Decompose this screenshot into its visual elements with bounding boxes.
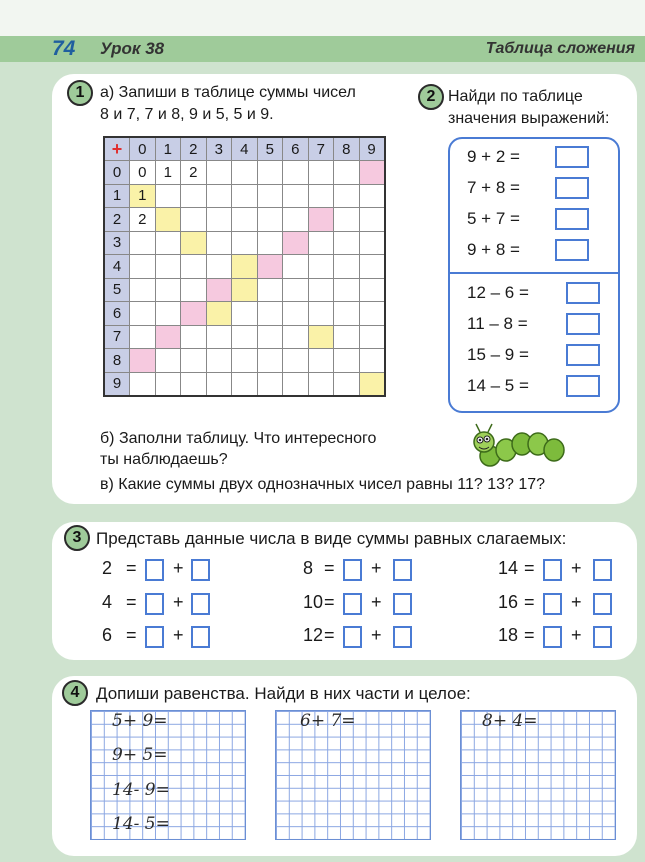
table-cell[interactable] (257, 325, 283, 349)
addition-table-row (104, 161, 385, 185)
table-col-header: 1 (155, 137, 181, 161)
addend-box[interactable] (343, 559, 362, 581)
expression-label: 15 – 9 = (467, 345, 529, 364)
addend-box[interactable] (543, 626, 562, 648)
addend-box[interactable] (393, 626, 412, 648)
target-number: 16 (498, 592, 519, 612)
plus-sign: + (371, 592, 382, 612)
addend-box[interactable] (343, 593, 362, 615)
table-cell[interactable] (359, 161, 385, 185)
table-cell[interactable] (283, 161, 309, 185)
addend-box[interactable] (191, 593, 210, 615)
task2-number-badge: 2 (418, 84, 444, 110)
table-cell[interactable] (206, 161, 232, 185)
lesson-title: Урок 38 (100, 39, 165, 58)
plus-sign: + (173, 558, 184, 578)
table-cell[interactable] (308, 372, 334, 396)
table-cell[interactable] (257, 372, 283, 396)
equals-sign: = (324, 625, 335, 645)
table-col-header: 9 (359, 137, 385, 161)
task1-b-line1: б) Заполни таблицу. Что интересного (100, 430, 377, 447)
equals-sign: = (524, 625, 535, 645)
equals-sign: = (524, 558, 535, 578)
table-cell[interactable] (334, 302, 360, 326)
table-cell[interactable] (206, 184, 232, 208)
task4-title: Допиши равенства. Найди в них части и целое: (96, 684, 471, 703)
plus-sign: + (571, 558, 582, 578)
table-cell[interactable] (283, 278, 309, 302)
addend-box[interactable] (543, 593, 562, 615)
table-cell[interactable] (283, 325, 309, 349)
table-cell[interactable] (130, 325, 156, 349)
topic-title: Таблица сложения (485, 40, 635, 57)
table-cell[interactable] (359, 278, 385, 302)
table-cell[interactable] (130, 278, 156, 302)
table-cell[interactable] (283, 208, 309, 232)
table-col-header: 2 (181, 137, 207, 161)
table-row-header: 2 (104, 208, 130, 232)
table-row-header: 9 (104, 372, 130, 396)
addend-box[interactable] (543, 559, 562, 581)
addition-table-row (104, 278, 385, 302)
table-cell[interactable] (257, 278, 283, 302)
table-cell[interactable] (359, 208, 385, 232)
table-cell[interactable] (308, 349, 334, 373)
task1-c-line: в) Какие суммы двух однозначных чисел равны 11? 13? 17? (100, 476, 546, 493)
table-cell[interactable] (334, 349, 360, 373)
table-cell[interactable] (334, 231, 360, 255)
table-cell[interactable] (130, 372, 156, 396)
table-col-header: 3 (206, 137, 232, 161)
target-number: 12 (303, 625, 324, 645)
table-cell[interactable] (334, 255, 360, 279)
table-cell[interactable] (334, 372, 360, 396)
table-cell[interactable] (308, 184, 334, 208)
expression-label: 9 + 8 = (467, 240, 520, 259)
expression-label: 14 – 5 = (467, 376, 529, 395)
table-cell[interactable] (283, 349, 309, 373)
equals-sign: = (324, 592, 335, 612)
table-cell[interactable] (155, 325, 181, 349)
addition-table-row (104, 372, 385, 396)
addition-table-row (104, 302, 385, 326)
addend-box[interactable] (393, 559, 412, 581)
handwritten-eq-4: 14- 5= (112, 814, 170, 834)
table-cell[interactable] (232, 255, 258, 279)
table-row-header: 5 (104, 278, 130, 302)
answer-box[interactable] (555, 177, 589, 199)
addition-table-row (104, 208, 385, 232)
equals-sign: = (324, 558, 335, 578)
table-cell[interactable] (257, 208, 283, 232)
table-cell[interactable] (283, 231, 309, 255)
addend-box[interactable] (145, 626, 164, 648)
addition-table-row (104, 349, 385, 373)
table-cell[interactable] (334, 325, 360, 349)
expression-label: 12 – 6 = (467, 283, 529, 302)
addition-table-row (104, 184, 385, 208)
addend-box[interactable] (593, 593, 612, 615)
task1-number-badge: 1 (67, 80, 93, 106)
expression-label: 7 + 8 = (467, 178, 520, 197)
plus-sign: + (371, 558, 382, 578)
table-cell[interactable] (283, 255, 309, 279)
addend-box[interactable] (593, 626, 612, 648)
equals-sign: = (126, 592, 137, 612)
table-cell[interactable] (232, 349, 258, 373)
handwritten-eq-5: 6+ 7= (300, 711, 356, 731)
handwritten-eq-6: 8+ 4= (482, 711, 538, 731)
task3-number-badge: 3 (64, 525, 90, 551)
answer-box[interactable] (555, 146, 589, 168)
table-row-header: 6 (104, 302, 130, 326)
table-cell[interactable] (257, 161, 283, 185)
table-cell[interactable] (155, 231, 181, 255)
equals-sign: = (126, 558, 137, 578)
table-cell[interactable] (155, 372, 181, 396)
table-cell[interactable] (181, 302, 207, 326)
table-col-header: 8 (334, 137, 360, 161)
table-col-header: 4 (232, 137, 258, 161)
table-cell[interactable] (155, 302, 181, 326)
handwritten-eq-3: 14- 9= (112, 780, 170, 800)
table-cell[interactable] (334, 278, 360, 302)
table-cell[interactable] (155, 349, 181, 373)
addition-table (103, 136, 386, 397)
table-cell[interactable] (232, 325, 258, 349)
table-row-header: 1 (104, 184, 130, 208)
plus-sign: + (173, 625, 184, 645)
caterpillar-illustration (470, 420, 570, 472)
table-cell[interactable] (155, 184, 181, 208)
target-number: 4 (102, 592, 113, 612)
table-row-header: 7 (104, 325, 130, 349)
table-cell[interactable] (181, 208, 207, 232)
table-col-header: 6 (283, 137, 309, 161)
table-cell[interactable] (308, 278, 334, 302)
answer-box[interactable] (566, 282, 600, 304)
addition-table-row (104, 137, 385, 161)
plus-sign: + (571, 592, 582, 612)
table-cell[interactable]: 1 (130, 184, 156, 208)
task4-number-badge: 4 (62, 680, 88, 706)
table-cell[interactable] (308, 161, 334, 185)
table-cell[interactable] (257, 184, 283, 208)
table-row-header: 4 (104, 255, 130, 279)
table-cell[interactable] (308, 231, 334, 255)
answer-box[interactable] (555, 239, 589, 261)
table-cell[interactable] (206, 302, 232, 326)
table-col-header: 0 (130, 137, 156, 161)
task2-line2: значения выражений: (448, 110, 610, 127)
addend-box[interactable] (191, 559, 210, 581)
table-cell[interactable] (232, 208, 258, 232)
answer-box[interactable] (566, 313, 600, 335)
table-cell[interactable] (308, 255, 334, 279)
table-cell[interactable] (232, 161, 258, 185)
table-cell[interactable] (308, 302, 334, 326)
table-cell[interactable] (308, 208, 334, 232)
handwritten-eq-2: 9+ 5= (112, 745, 168, 765)
expressions-divider (450, 272, 618, 274)
target-number: 14 (498, 558, 519, 578)
equals-sign: = (524, 592, 535, 612)
table-cell[interactable] (206, 372, 232, 396)
plus-sign: + (371, 625, 382, 645)
table-cell[interactable] (232, 372, 258, 396)
table-cell[interactable] (181, 255, 207, 279)
target-number: 2 (102, 558, 113, 578)
target-number: 10 (303, 592, 324, 612)
table-cell[interactable] (181, 349, 207, 373)
table-cell[interactable] (359, 349, 385, 373)
table-cell[interactable] (232, 278, 258, 302)
addition-table-row (104, 255, 385, 279)
table-cell[interactable] (181, 231, 207, 255)
page-header (0, 36, 645, 62)
table-row-header: 0 (104, 161, 130, 185)
addend-box[interactable] (145, 593, 164, 615)
task2-line1: Найди по таблице (448, 88, 583, 105)
table-cell[interactable] (155, 255, 181, 279)
table-cell[interactable] (181, 372, 207, 396)
handwritten-eq-1: 5+ 9= (112, 711, 168, 731)
target-number: 18 (498, 625, 519, 645)
addend-box[interactable] (593, 559, 612, 581)
table-cell[interactable] (232, 302, 258, 326)
table-cell[interactable] (130, 255, 156, 279)
table-cell[interactable] (181, 325, 207, 349)
table-cell[interactable] (232, 184, 258, 208)
table-cell[interactable] (130, 302, 156, 326)
table-cell[interactable] (155, 208, 181, 232)
table-cell[interactable] (283, 184, 309, 208)
table-row-header: 3 (104, 231, 130, 255)
table-cell[interactable] (130, 349, 156, 373)
target-number: 6 (102, 625, 113, 645)
equals-sign: = (126, 625, 137, 645)
table-cell[interactable] (181, 278, 207, 302)
addend-box[interactable] (145, 559, 164, 581)
table-cell[interactable]: 2 (181, 161, 207, 185)
plus-sign: + (173, 592, 184, 612)
page-number: 74 (52, 37, 76, 60)
task1-a-line2: 8 и 7, 7 и 8, 9 и 5, 5 и 9. (100, 106, 274, 123)
table-cell[interactable]: 1 (155, 161, 181, 185)
top-margin (0, 0, 645, 36)
answer-box[interactable] (555, 208, 589, 230)
task1-a-line1: а) Запиши в таблице суммы чисел (100, 84, 356, 101)
table-cell[interactable] (257, 255, 283, 279)
table-cell[interactable] (359, 231, 385, 255)
table-cell[interactable] (257, 349, 283, 373)
table-cell[interactable] (334, 184, 360, 208)
table-cell[interactable] (283, 372, 309, 396)
table-cell[interactable] (155, 278, 181, 302)
target-number: 8 (303, 558, 314, 578)
table-cell[interactable] (232, 231, 258, 255)
table-cell[interactable] (206, 208, 232, 232)
table-cell[interactable] (130, 231, 156, 255)
table-cell[interactable] (181, 184, 207, 208)
table-cell[interactable] (206, 349, 232, 373)
answer-box[interactable] (566, 375, 600, 397)
plus-sign: + (571, 625, 582, 645)
table-cell[interactable] (283, 302, 309, 326)
task3-title: Представь данные числа в виде суммы равных слагаемых: (96, 529, 567, 548)
answer-box[interactable] (566, 344, 600, 366)
table-cell[interactable]: 2 (130, 208, 156, 232)
table-cell[interactable] (206, 231, 232, 255)
table-col-header: 7 (308, 137, 334, 161)
addend-box[interactable] (393, 593, 412, 615)
table-col-header: 5 (257, 137, 283, 161)
expression-label: 11 – 8 = (467, 314, 528, 333)
table-cell[interactable] (257, 302, 283, 326)
table-cell[interactable] (257, 231, 283, 255)
table-cell[interactable] (308, 325, 334, 349)
addend-box[interactable] (191, 626, 210, 648)
table-cell[interactable]: 0 (130, 161, 156, 185)
addition-table-row (104, 325, 385, 349)
table-cell[interactable] (359, 302, 385, 326)
table-cell[interactable] (334, 161, 360, 185)
expression-label: 5 + 7 = (467, 209, 520, 228)
table-plus-sign: + (104, 137, 130, 161)
addition-table-row (104, 231, 385, 255)
addend-box[interactable] (343, 626, 362, 648)
table-cell[interactable] (359, 325, 385, 349)
table-cell[interactable] (359, 372, 385, 396)
table-cell[interactable] (359, 255, 385, 279)
table-row-header: 8 (104, 349, 130, 373)
expression-label: 9 + 2 = (467, 147, 520, 166)
table-cell[interactable] (359, 184, 385, 208)
table-cell[interactable] (334, 208, 360, 232)
table-cell[interactable] (206, 325, 232, 349)
table-cell[interactable] (206, 255, 232, 279)
task1-b-line2: ты наблюдаешь? (100, 451, 228, 468)
table-cell[interactable] (206, 278, 232, 302)
